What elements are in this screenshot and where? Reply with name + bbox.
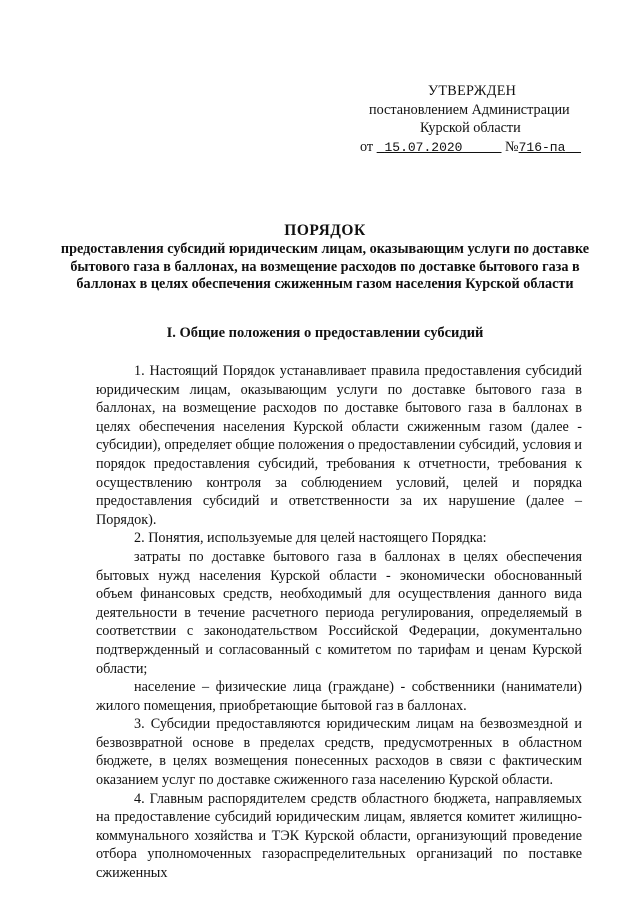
- approval-region: Курской области: [420, 120, 521, 136]
- paragraph: 4. Главным распорядителем средств областного бюджета, направляемых на предоставление субсидий юридическим лицам, является комитет жилищно-коммунального хозяйства и ТЭК Курской области, организующий проведение отбора уполномоченных газораспределительных организаций по поставке сжиженных: [96, 790, 582, 882]
- document-subtitle: предоставления субсидий юридическим лицам, оказывающим услуги по доставке бытового газа в баллонах, на возмещение расходов по доставке бытового газа в баллонах в целях обеспечения сжиженным газом населения Курской области: [60, 241, 590, 293]
- paragraph: затраты по доставке бытового газа в баллонах в целях обеспечения бытовых нужд населения Курской области - экономически обоснованный объем финансовых средств, необходимый для осуществления данного вида деятельности в течение расчетного периода регулирования, определяемый в соответствии с законодательством Российской Федерации, документально подтвержденный и согласованный с комитетом по тарифам и ценам Курской области;: [96, 548, 582, 677]
- paragraph: 2. Понятия, используемые для целей настоящего Порядка:: [134, 530, 487, 547]
- paragraph: 3. Субсидии предоставляются юридическим лицам на безвозмездной и безвозвратной основе в пределах средств, предусмотренных в областном бюджете, в целях возмещения понесенных расходов в связи с фактическим оказанием услуг по доставке сжиженного газа населению Курской области.: [96, 716, 582, 789]
- approval-number: 716-па: [518, 139, 566, 155]
- paragraph: население – физические лица (граждане) - собственники (наниматели) жилого помещения, приобретающие бытовой газ в баллонах.: [96, 679, 582, 714]
- approval-title: УТВЕРЖДЕН: [428, 83, 517, 99]
- paragraph: 1. Настоящий Порядок устанавливает правила предоставления субсидий юридическим лицам, оказывающим услуги по доставке бытового газа в баллонах, на возмещение расходов по доставке бытового газа в баллонах в целях обеспечения населения Курской области сжиженным газом (далее - субсидии), определяет общие положения о предоставлении субсидий, условия и порядок предоставления субсидий, требования к отчетности, требования к осуществлению контроля за соблюдением условий, целей и порядка предоставления субсидий и ответственности за их нарушение (далее – Порядок).: [96, 363, 582, 528]
- document-body: [96, 362, 582, 883]
- approval-stamp: [360, 82, 600, 157]
- approval-issuer: постановлением Администрации: [369, 101, 570, 118]
- section-title: I. Общие положения о предоставлении субсидий: [166, 325, 484, 341]
- approval-date: 15.07.2020: [384, 139, 463, 155]
- date-prefix: от: [360, 138, 374, 155]
- document-title: ПОРЯДОК: [284, 222, 366, 239]
- number-prefix: №: [505, 138, 519, 155]
- approval-date-line: [360, 138, 600, 158]
